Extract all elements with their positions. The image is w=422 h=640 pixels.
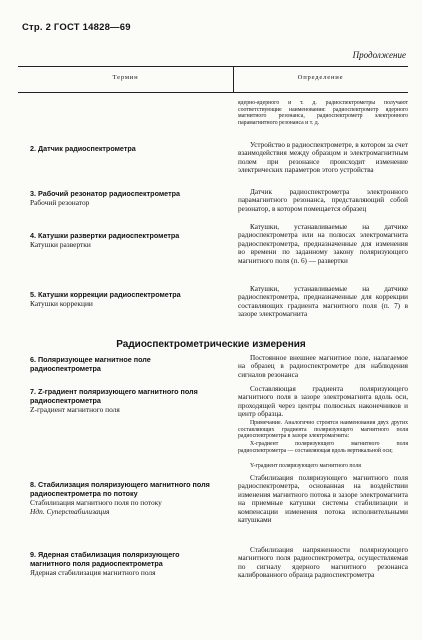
term-title: 5. Катушки коррекции радиоспектрометра — [30, 290, 181, 299]
term-title: 7. Z-градиент поляризующего магнитного поля радиоспектрометра — [30, 387, 198, 405]
term-discouraged: Ндп. Суперстабилизация — [30, 507, 110, 516]
section-title: Радиоспектрометрические измерения — [116, 339, 306, 350]
column-header-term: Термин — [112, 74, 139, 81]
term-title: 3. Рабочий резонатор радиоспектрометра — [30, 189, 180, 198]
definition-5: Катушки, устанавливаемые на датчике радиоспектрометра, предназначенные для коррекции составляющих градиента магнитного поля (п. 7) в зазоре электромагнита — [238, 285, 408, 319]
term-8 — [30, 480, 220, 516]
table-top-rule — [18, 66, 408, 67]
definition-9: Стабилизация напряженности поляризующего магнитного поля радиоспектрометра, осуществляемая по сигналу ядерного магнитного резонанса калиброванного образца радиоспектрометра — [238, 546, 408, 580]
term-synonym: Стабилизация магнитного поля по потоку — [30, 498, 162, 507]
term-synonym: Рабочий резонатор — [30, 198, 90, 207]
definition-3: Датчик радиоспектрометра электронного парамагнитного резонанса, представляющий собой резонатор, в котором помещается образец — [238, 188, 408, 213]
page-header: Стр. 2 ГОСТ 14828—69 — [22, 22, 131, 33]
definition-2: Устройство в радиоспектрометре, в котором за счет взаимодействия между образцом и электромагнитным полем при резонансе происходит изменение электрических параметров этого устройства — [238, 141, 408, 175]
term-3 — [30, 189, 220, 207]
note-7-y: Y-градиент поляризующего магнитного поля — [250, 463, 361, 469]
term-synonym: Катушки развертки — [30, 240, 91, 249]
term-title: 8. Стабилизация поляризующего магнитного поля радиоспектрометра по потоку — [30, 480, 210, 498]
term-synonym: Катушки коррекции — [30, 299, 93, 308]
term-title: 2. Датчик радиоспектрометра — [30, 144, 136, 153]
term-5 — [30, 290, 220, 308]
term-synonym: Ядерная стабилизация магнитного поля — [30, 568, 156, 577]
term-6 — [30, 355, 220, 373]
term-synonym: Z-градиент магнитного поля — [30, 405, 120, 414]
continuation-label: Продолжение — [352, 50, 406, 60]
carryover-text: ядерно-ядерного и т. д. радиоспектрометры получают соответствующие наименования: радиоспектрометр ядерного магнитного резонанса, радиоспектрометр электронного парамагнитного резонанса и т. д. — [238, 100, 408, 126]
note-7-x: X-градиент поляризующего магнитного поля радиоспектрометра — составляющая вдоль вертикальной оси; — [238, 441, 408, 454]
column-header-definition: Определение — [297, 74, 344, 81]
note-7-intro: Примечание. Аналогично строятся наименования двух других составляющих градиента поляризующего магнитного поля радиоспектрометра в зазоре электромагнита: — [238, 420, 408, 440]
term-title: 4. Катушки развертки радиоспектрометра — [30, 231, 180, 240]
term-title: 9. Ядерная стабилизация поляризующего магнитного поля радиоспектрометра — [30, 550, 180, 568]
definition-7: Составляющая градиента поляризующего магнитного поля в зазоре электромагнита вдоль оси, проходящей через центры полюсных наконечников и центр образца. — [238, 385, 408, 419]
term-9 — [30, 550, 220, 577]
definition-8: Стабилизация поляризующего магнитного поля радиоспектрометра, основанная на воздействии изменения магнитного потока в зазоре электромагнита на приемные катушки системы стабилизации и компенсации изменения потока исполнительными катушками — [238, 474, 408, 525]
definition-4: Катушки, устанавливаемые на датчике радиоспектрометра или на полюсах электромагнита радиоспектрометра, предназначенные для изменения во времени по заданному закону поляризующего магнитного поля (п. 6) — развертки — [238, 223, 408, 265]
term-7 — [30, 387, 220, 414]
term-4 — [30, 231, 220, 249]
term-2 — [30, 144, 220, 153]
definition-6: Постоянное внешнее магнитное поле, налагаемое на образец в радиоспектрометре для наблюдения сигналов резонанса — [238, 354, 408, 379]
table-header-rule — [18, 92, 408, 93]
term-title: 6. Поляризующее магнитное поле радиоспектрометра — [30, 355, 151, 373]
